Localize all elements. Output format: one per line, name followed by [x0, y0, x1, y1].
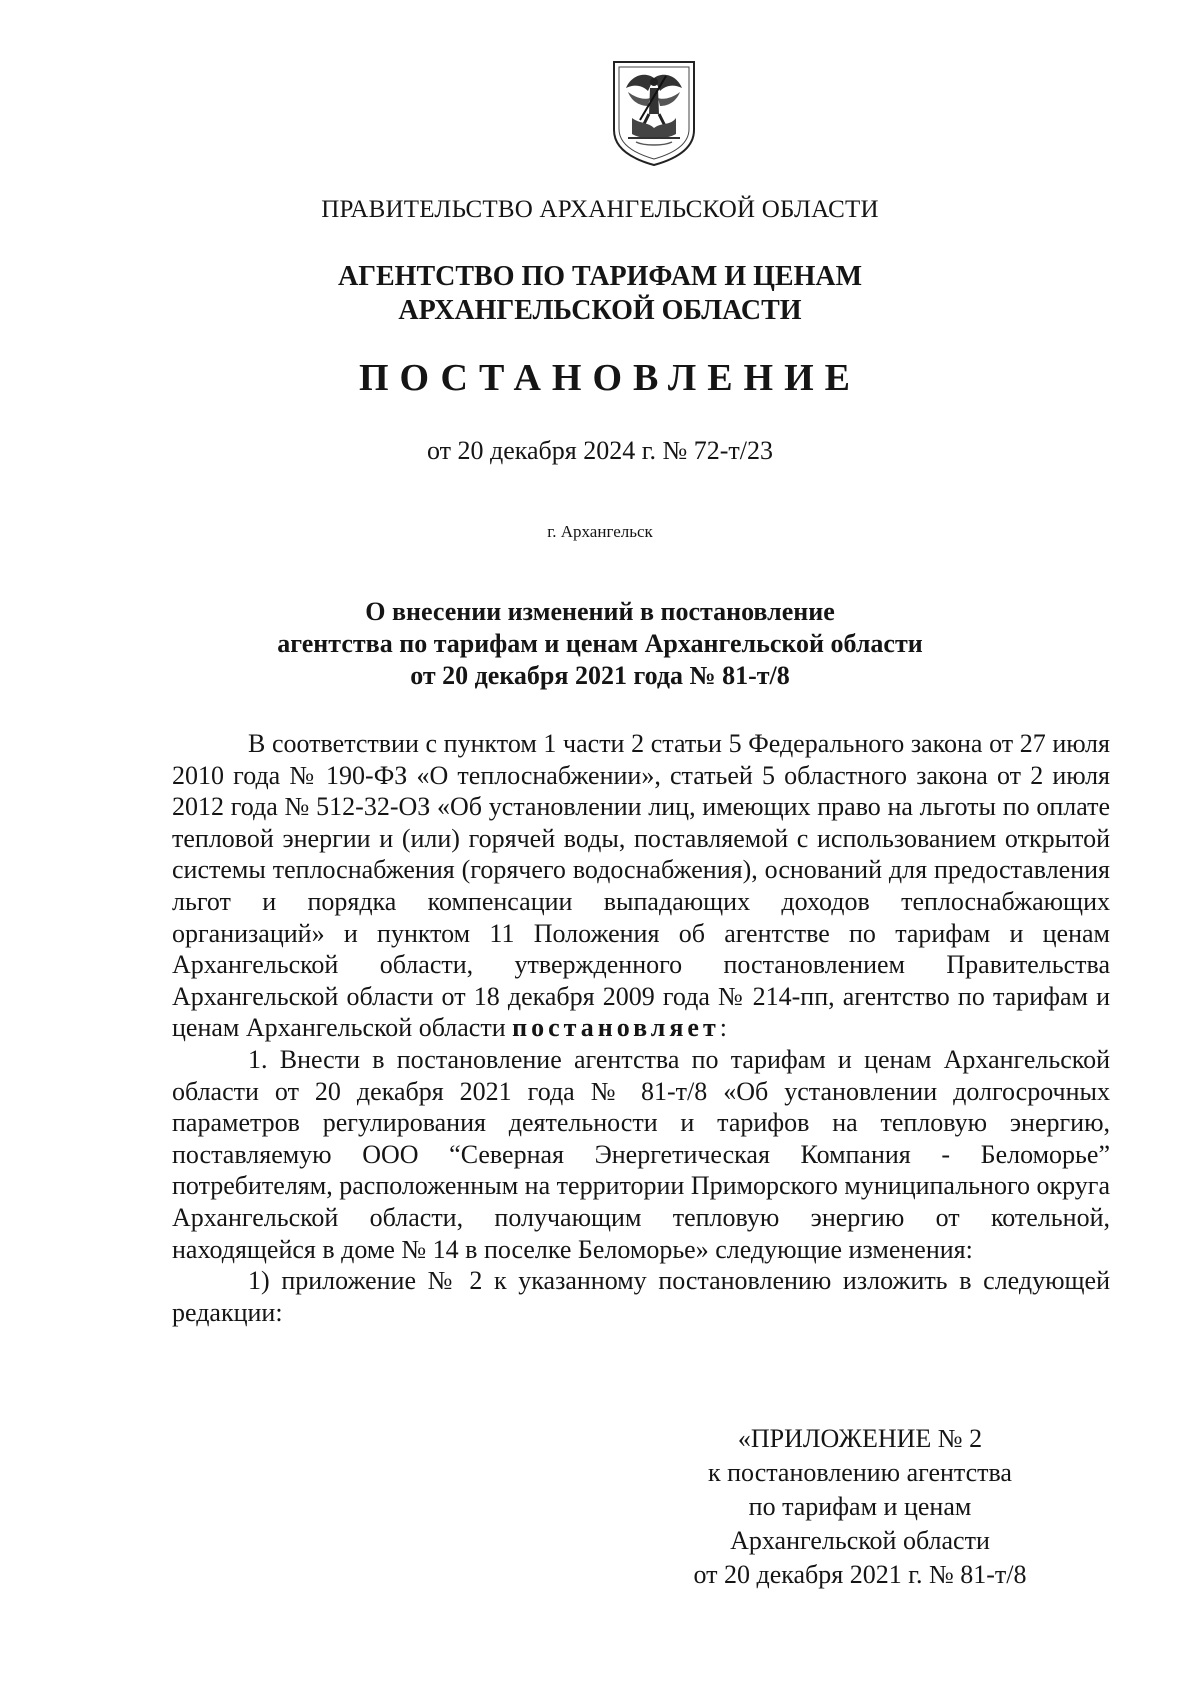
document-subject	[0, 596, 1200, 692]
subject-line2: агентства по тарифам и ценам Архангельской области	[277, 629, 923, 658]
appendix-line5: от 20 декабря 2021 г. № 81-т/8	[693, 1560, 1027, 1589]
document-body	[172, 728, 1110, 1328]
appendix-line2: к постановлению агентства	[708, 1458, 1012, 1487]
arkhangelsk-coat-of-arms-icon	[610, 58, 698, 168]
subject-line1: О внесении изменений в постановление	[365, 597, 835, 626]
government-name: ПРАВИТЕЛЬСТВО АРХАНГЕЛЬСКОЙ ОБЛАСТИ	[321, 196, 879, 223]
body-paragraph-item-1: 1. Внести в постановление агентства по тарифам и ценам Архангельской области от 20 декабря 2021 года № 81-т/8 «Об установлении долгосрочных параметров регулирования деятельности и тарифов на тепловую энергию, поставляемую ООО “Северная Энергетическая Компания - Беломорье” потребителям, расположенным на территории Приморского муниципального округа Архангельской области, получающим тепловую энергию от котельной, находящейся в доме № 14 в поселке Беломорье» следующие изменения:	[172, 1044, 1110, 1264]
appendix-heading	[650, 1422, 1070, 1592]
appendix-line1: «ПРИЛОЖЕНИЕ № 2	[737, 1424, 983, 1453]
body-paragraph-preamble	[172, 728, 1110, 1044]
subject-line3: от 20 декабря 2021 года № 81-т/8	[410, 661, 790, 690]
decree-verb: постановляет	[512, 1013, 720, 1043]
agency-name-line2: АРХАНГЕЛЬСКОЙ ОБЛАСТИ	[398, 295, 802, 326]
decree-verb-colon: :	[719, 1013, 727, 1043]
appendix-line3: по тарифам и ценам	[748, 1492, 972, 1521]
document-type-title: ПОСТАНОВЛЕНИЕ	[358, 357, 862, 399]
preamble-text: В соответствии с пунктом 1 части 2 статьи 5 Федерального закона от 27 июля 2010 года № 190-ФЗ «О теплоснабжении», статьей 5 областного закона от 2 июля 2012 года № 512-32-ОЗ «Об установлении лиц, имеющих право на льготы по оплате тепловой энергии и (или) горячей воды, поставляемой с использованием открытой системы теплоснабжения (горячего водоснабжения), оснований для предоставления льгот и порядка компенсации выпадающих доходов теплоснабжающих организаций» и пунктом 11 Положения об агентстве по тарифам и ценам Архангельской области, утвержденного постановлением Правительства Архангельской области от 18 декабря 2009 года № 214-пп, агентство по тарифам и ценам Архангельской области	[172, 729, 1110, 1043]
document-date-number: от 20 декабря 2024 г. № 72-т/23	[426, 436, 774, 465]
body-paragraph-subitem-1: 1) приложение № 2 к указанному постановлению изложить в следующей редакции:	[172, 1266, 1110, 1327]
agency-name-line1: АГЕНТСТВО ПО ТАРИФАМ И ЦЕНАМ	[337, 261, 863, 292]
document-city: г. Архангельск	[547, 522, 653, 541]
agency-name	[0, 260, 1200, 328]
appendix-line4: Архангельской области	[730, 1526, 990, 1555]
